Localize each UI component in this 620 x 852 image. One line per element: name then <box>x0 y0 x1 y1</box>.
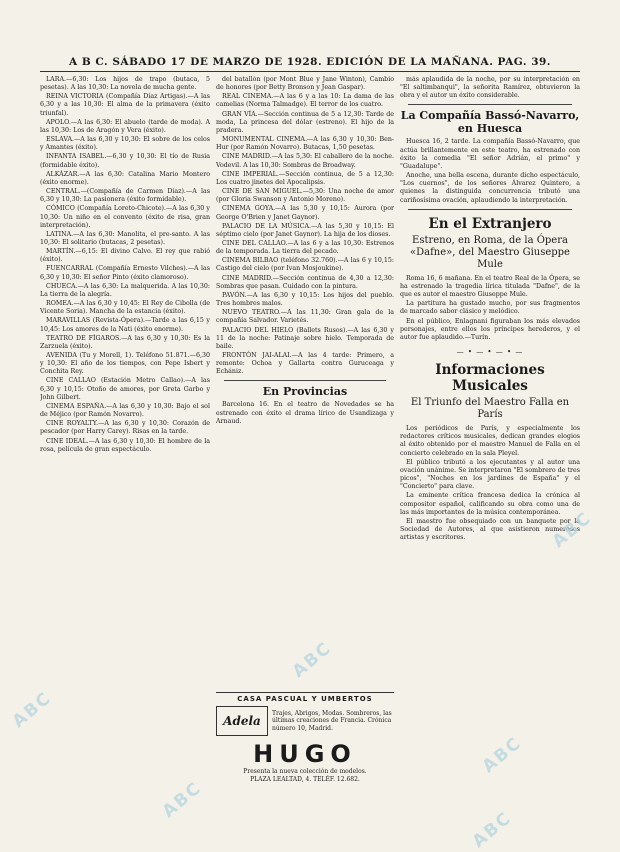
musicales-heading: Informaciones Musicales <box>435 362 545 395</box>
abc-watermark: ABC <box>8 688 56 732</box>
listing-paragraph: La eminente crítica francesa dedica la crónica al compositor español, calificando su obra como una de las más importantes de la música contemporánea. <box>400 492 580 516</box>
listing-paragraph: CINE MADRID.—Sección continua de 4,30 a 12,30: Sombras que pasan. Cuidado con la pintura. <box>216 274 394 290</box>
listing-paragraph: Roma 16, 6 mañana. En el teatro Real de la Ópera, se ha estrenado la tragedia lírica titulada "Dafne", de la que es autor el maestro Giuseppe Mule. <box>400 274 580 299</box>
abc-watermark: ABC <box>288 638 336 682</box>
listing-paragraph: FUENCARRAL (Compañía Ernesto Vilches).—A las 6,30 y 10,30: El señor Pinto (éxito clamoroso). <box>40 265 210 281</box>
section-rule <box>408 104 572 105</box>
listing-paragraph: MONUMENTAL CINEMA.—A las 6,30 y 10,30: Ben-Hur (por Ramón Novarro). Butacas, 1,50 pesetas. <box>216 136 394 152</box>
column-3 <box>400 76 580 809</box>
listing-paragraph: INFANTA ISABEL.—6,30 y 10,30: El tío de Rusia (formidable éxito). <box>40 153 210 169</box>
listing-paragraph: del batallón (por Mont Blue y Jane Winton), Cambio de honores (por Betty Bronson y Jean Gaspar). <box>216 76 394 92</box>
falla-subheading: El Triunfo del Maestro Falla en París <box>410 397 570 421</box>
listing-paragraph: Huesca 16, 2 tarde. La compañía Bassó-Navarro, que actúa brillantemente en este teatro, ha estrenado con éxito la comedia "El señor Adrián, el primo" y "Guadalupe". <box>400 138 580 170</box>
section-rule <box>408 209 572 210</box>
listing-paragraph: CINEMA GOYA.—A las 5,30 y 10,15: Aurora (por George O'Brien y Janet Gaynor). <box>216 205 394 221</box>
dafne-subheading: Estreno, en Roma, de la Ópera «Dafne», del Maestro Giuseppe Mule <box>410 234 570 270</box>
listing-paragraph: El maestro fue obsequiado con un banquete por la Sociedad de Autores, al que asistieron numerosos artistas y escritores. <box>400 517 580 542</box>
listing-paragraph: CINE DE SAN MIGUEL.—5,30: Una noche de amor (por Gloria Swanson y Antonio Moreno). <box>216 188 394 204</box>
listing-paragraph: CÓMICO (Compañía Loreto-Chicote).—A las 6,30 y 10,30: Un niño en el convento (éxito de risa, gran interpretación). <box>40 205 210 229</box>
listing-paragraph: CINEMA ESPAÑA.—A las 6,30 y 10,30: Bajo el sol de Méjico (por Ramón Novarro). <box>40 402 210 419</box>
listing-paragraph: Barcelona 16. En el teatro de Novedades se ha estrenado con éxito el drama lírico de Usandizaga y Arnaud. <box>216 401 394 425</box>
column-1 <box>40 76 210 809</box>
listing-paragraph: La partitura ha gustado mucho, por sus fragmentos de marcado sabor clásico y melódico. <box>400 300 580 316</box>
listing-paragraph: CINE IDEAL.—A las 6,30 y 10,30: El hombre de la rosa, película de gran espectáculo. <box>40 437 210 453</box>
extranjero-heading: En el Extranjero <box>428 215 552 232</box>
store-ad-text: Trajes, Abrigos, Modas. Sombreros, las últimas creaciones de Francia. Crónica número 10, Madrid. <box>272 709 392 732</box>
listing-paragraph: ROMEA.—A las 6,30 y 10,45: El Rey de Cibolla (de Vicente Soria). Mancha de la estancia (éxito). <box>40 300 210 316</box>
listing-paragraph: CINE ROYALTY.—A las 6,30 y 10,30: Corazón de pescador (por Harry Carey). Risas en la tarde. <box>40 420 210 436</box>
provincias-heading: En Provincias <box>262 385 348 399</box>
listing-paragraph: más aplaudida de la noche, por su interpretación en "El saltimbanqui", la señorita Ramírez, obtuvieron la obra y el autor un éxito considerable. <box>400 76 580 100</box>
listing-paragraph: En el público, Enlagnani figuraban los más elevados personajes, entre ellos los príncipes herederos, y el autor fue aplaudido.—Turín. <box>400 317 580 341</box>
bassonavarro-heading: La Compañía Bassó-Navarro, en Huesca <box>400 109 580 136</box>
listing-paragraph: GRAN VÍA.—Sección continua de 5 a 12,30: Tarde de moda, La princesa del dólar (estreno). El hijo de la pradera. <box>216 110 394 134</box>
abc-watermark: ABC <box>548 508 596 552</box>
hugo-address: PLAZA LEALTAD, 4. TELÉF. 12.682. <box>250 775 360 783</box>
header-rule <box>40 71 580 72</box>
listing-paragraph: TEATRO DE FÍGAROS.—A las 6,30 y 10,30: Es la Zarzuela (éxito). <box>40 334 210 350</box>
listing-paragraph: CINE DEL CALLAO.—A las 6 y a las 10,30: Estrenos de la temporada. La tierra del pecado. <box>216 239 394 256</box>
hugo-logo: HUGO <box>253 740 357 768</box>
listing-paragraph: PAVÓN.—A las 6,30 y 10,15: Los hijos del pueblo. Tres hombres malos. <box>216 291 394 308</box>
store-ad <box>216 706 394 736</box>
listing-paragraph: Anoche, una bella escena, durante dicho espectáculo, "Los cuernos", de los señores Álvarez Quintero, a quienes la distinguida concurrencia tributó una cariñosísima ovación, aplaudiendo la interpretación. <box>400 172 580 204</box>
listing-paragraph: APOLO.—A las 6,30: El abuelo (tarde de moda). A las 10,30: Los de Aragón y Vera (éxito). <box>40 118 210 134</box>
listing-paragraph: MARAVILLAS (Revista-Ópera).—Tarde a las 6,15 y 10,45: Los amores de la Nati (éxito enorme). <box>40 317 210 333</box>
ornament-divider: — • — • — • — <box>456 347 524 356</box>
advertisements <box>216 692 394 783</box>
listing-paragraph: ESLAVA.—A las 6,30 y 10,30: El sobre de los celos y Amantes (éxito). <box>40 136 210 152</box>
abc-watermark: ABC <box>478 733 526 777</box>
listing-paragraph: PALACIO DE LA MÚSICA.—A las 5,30 y 10,15: El séptimo cielo (por Janet Gaynor). La hija de los dioses. <box>216 222 394 238</box>
listing-paragraph: NUEVO TEATRO.—A las 11,30: Gran gala de la compañía Salvador. Varietés. <box>216 309 394 325</box>
listing-paragraph: AVENIDA (Tu y Morell, 1). Teléfono 51.871.—6,30 y 10,30: El año de los tiempos, con Pepe Isbert y Conchita Rey. <box>40 352 210 376</box>
store-logo: Adela <box>216 706 268 736</box>
listing-paragraph: ALKÁZAR.—A las 6,30: Catalina Mario Montero (éxito enorme). <box>40 170 210 186</box>
hugo-text: Presenta la nueva colección de modelos. <box>243 768 367 775</box>
listing-paragraph: CENTRAL.—(Compañía de Carmen Díaz).—A las 6,30 y 10,30: La pasionera (éxito formidable). <box>40 188 210 204</box>
listing-paragraph: CHUECA.—A las 6,30: La malquerida. A las 10,30: La tierra de la alegría. <box>40 282 210 298</box>
listing-paragraph: PALACIO DEL HIELO (Ballets Rusos).—A las 6,30 y 11 de la noche: Patinaje sobre hielo. Temporada de baile. <box>216 326 394 350</box>
store-name: CASA PASCUAL Y UMBERTOS <box>237 695 373 703</box>
listing-paragraph: LATINA.—A las 6,30: Manolita, el pre-santo. A las 10,30: El solitario (butacas, 2 pesetas). <box>40 230 210 246</box>
listing-paragraph: CINEMA BILBAO (teléfono 32.760).—A las 6 y 10,15: Castigo del cielo (por Ivan Mosjoukine). <box>216 257 394 273</box>
abc-watermark: ABC <box>158 778 206 822</box>
listing-paragraph: LARA.—6,30: Los hijos de trapo (butaca, 5 pesetas). A las 10,30: La novela de mucha gente. <box>40 76 210 92</box>
listing-paragraph: CINE CALLAO (Estación Metro Callao).—A las 6,30 y 10,15: Otoño de amores, por Greta Garbo y John Gilbert. <box>40 377 210 401</box>
abc-watermark: ABC <box>468 808 516 852</box>
listing-paragraph: REAL CINEMA.—A las 6 y a las 10: La dama de las camelias (Norma Talmadge). El terror de los cuatro. <box>216 93 394 109</box>
listing-paragraph: El público tributó a los ejecutantes y al autor una ovación unánime. Se interpretaron "El sombrero de tres picos", "Noches en los jardines de España" y el "Concierto" para clave. <box>400 458 580 491</box>
listing-paragraph: CINE MADRID.—A las 5,30: El caballero de la noche. Vodevil. A las 10,30: Sombras de Broadway. <box>216 153 394 169</box>
listing-paragraph: REINA VICTORIA (Compañía Díaz Artigas).—A las 6,30 y a las 10,30: El alma de la primavera (éxito triunfal). <box>40 93 210 117</box>
listing-paragraph: FRONTÓN JAI-ALAI.—A las 4 tarde: Primero, a remonte: Ochoa y Gallarta contra Guruceaga y Echániz. <box>216 352 394 376</box>
listing-paragraph: MARTÍN.—6,15: El divino Calvo. El rey que rabió (éxito). <box>40 248 210 264</box>
section-rule <box>224 380 386 381</box>
listing-paragraph: CINE IMPERIAL.—Sección continua, de 5 a 12,30: Los cuatro jinetes del Apocalipsis. <box>216 170 394 186</box>
page-header: A B C. SÁBADO 17 DE MARZO DE 1928. EDICIÓN DE LA MAÑANA. PAG. 39. <box>69 56 551 68</box>
listing-paragraph: Los periódicos de París, y especialmente los redactores críticos musicales, dedican grandes elogios al éxito obtenido por el maestro Manuel de Falla en el concierto celebrado en la sala Pleyel. <box>400 425 580 457</box>
